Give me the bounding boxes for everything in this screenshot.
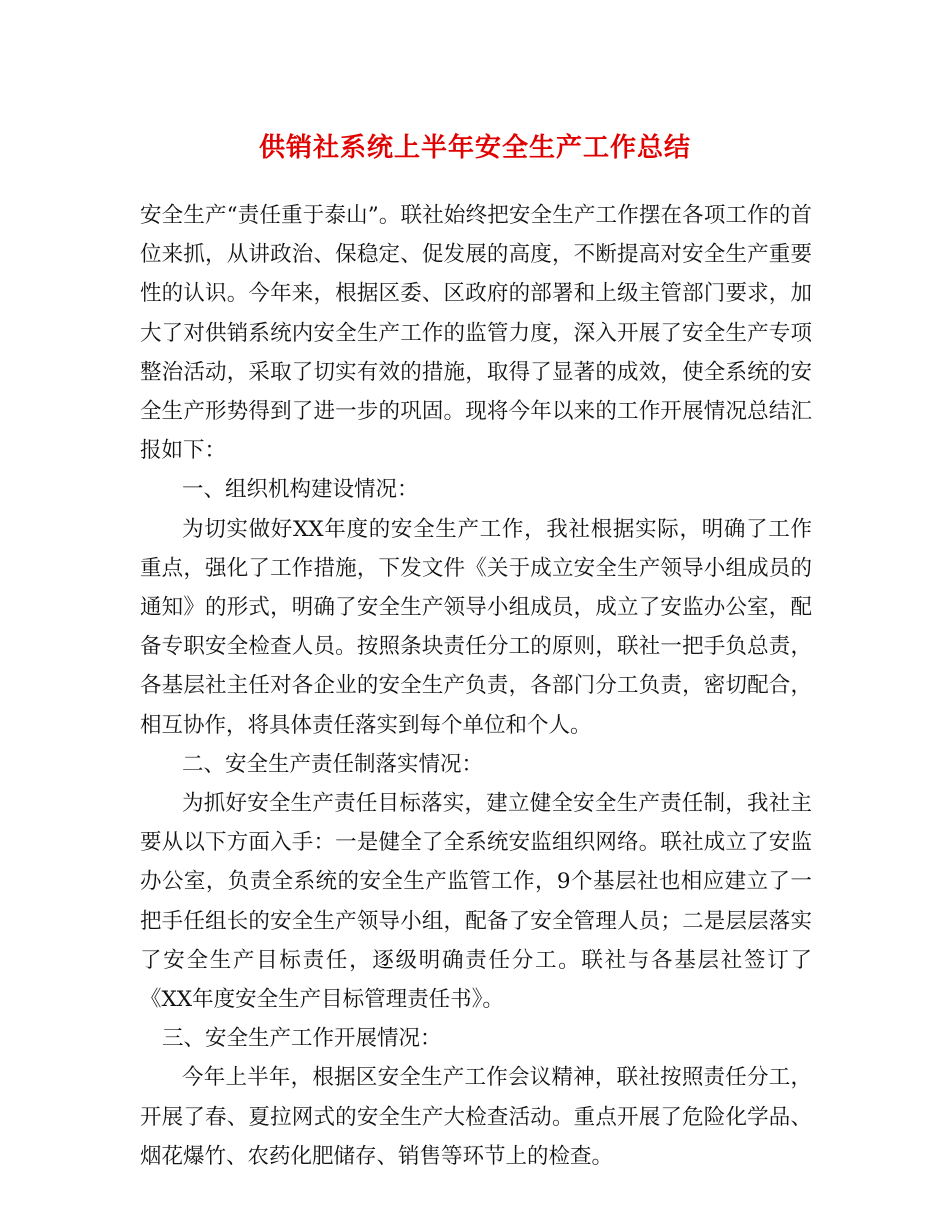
section-paragraph-2: 为抓好安全生产责任目标落实，建立健全安全生产责任制，我社主要从以下方面入手：一是健全了全系统安监组织网络。联社成立了安监办公室，负责全系统的安全生产监管工作，9个基层社也相应建立了一把手任组长的安全生产领导小组，配备了安全管理人员；二是层层落实了安全生产目标责任，逐级明确责任分工。联社与各基层社签订了《XX年度安全生产目标管理责任书》。 [140, 791, 812, 1013]
intro-paragraph: 安全生产“责任重于泰山”。联社始终把安全生产工作摆在各项工作的首位来抓，从讲政治、保稳定、促发展的高度，不断提高对安全生产重要性的认识。今年来，根据区委、区政府的部署和上级主管部门要求，加大了对供销系统内安全生产工作的监管力度，深入开展了安全生产专项整治活动，采取了切实有效的措施，取得了显著的成效，使全系统的安全生产形势得到了进一步的巩固。现将今年以来的工作开展情况总结汇报如下： [140, 203, 812, 464]
section-heading-3: 三、安全生产工作开展情况： [162, 1026, 442, 1052]
document-title: 供销社系统上半年安全生产工作总结 [258, 133, 691, 163]
document-body [140, 196, 812, 1176]
section-heading-2: 二、安全生产责任制落实情况： [182, 751, 484, 777]
section-paragraph-3: 今年上半年，根据区安全生产工作会议精神，联社按照责任分工，开展了春、夏拉网式的安全生产大检查活动。重点开展了危险化学品、烟花爆竹、农药化肥储存、销售等环节上的检查。 [140, 1065, 812, 1169]
section-heading-1: 一、组织机构建设情况： [182, 477, 419, 503]
section-paragraph-1: 为切实做好XX年度的安全生产工作，我社根据实际，明确了工作重点，强化了工作措施，下发文件《关于成立安全生产领导小组成员的通知》的形式，明确了安全生产领导小组成员，成立了安监办公室，配备专职安全检查人员。按照条块责任分工的原则，联社一把手负总责，各基层社主任对各企业的安全生产负责，各部门分工负责，密切配合，相互协作，将具体责任落实到每个单位和个人。 [140, 516, 812, 738]
